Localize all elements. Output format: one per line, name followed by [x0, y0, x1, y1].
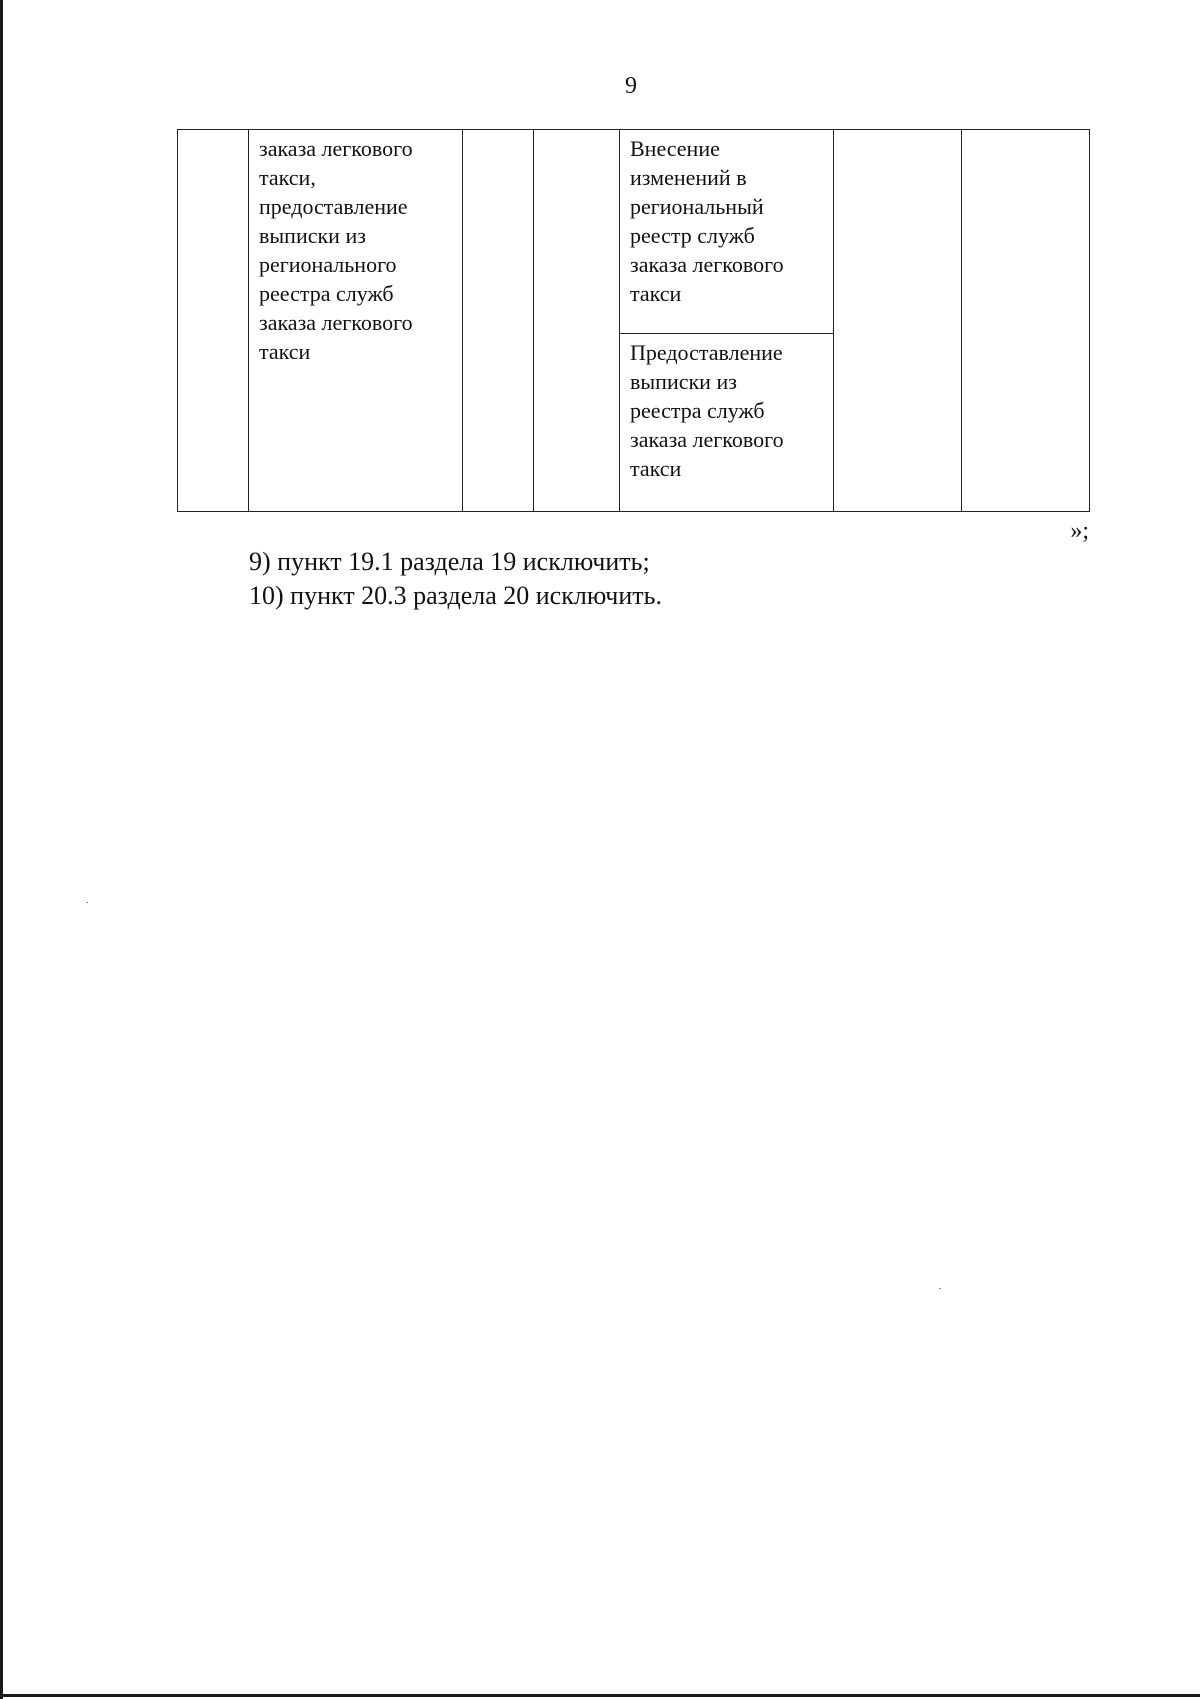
closing-quote: »; [1070, 518, 1089, 544]
document-table [177, 129, 1090, 512]
table-cell-col6 [834, 130, 962, 512]
amendment-item-9: 9) пункт 19.1 раздела 19 исключить; [249, 547, 650, 576]
table-cell-col5-bottom [620, 334, 834, 512]
table-cell-col5-top [620, 130, 834, 334]
scan-speck [939, 1288, 941, 1289]
table-cell-col2-text: заказа легкового такси, предоставление выписки из регионального реестра служб заказа легкового такси [259, 136, 413, 364]
amendment-item-10: 10) пункт 20.3 раздела 20 исключить. [249, 581, 662, 610]
table-cell-col4 [534, 130, 620, 512]
table-cell-col5-bottom-text: Предоставление выписки из реестра служб заказа легкового такси [630, 340, 784, 481]
table-cell-col3 [463, 130, 534, 512]
page-edge-left [0, 0, 3, 1699]
table-cell-col1 [178, 130, 249, 512]
page-number: 9 [625, 73, 637, 99]
page-edge-bottom [0, 1694, 1200, 1697]
table-cell-col7 [962, 130, 1090, 512]
scan-speck [86, 902, 88, 903]
table-cell-col5-top-text: Внесение изменений в региональный реестр служб заказа легкового такси [630, 136, 784, 306]
table-cell-col2 [249, 130, 463, 512]
